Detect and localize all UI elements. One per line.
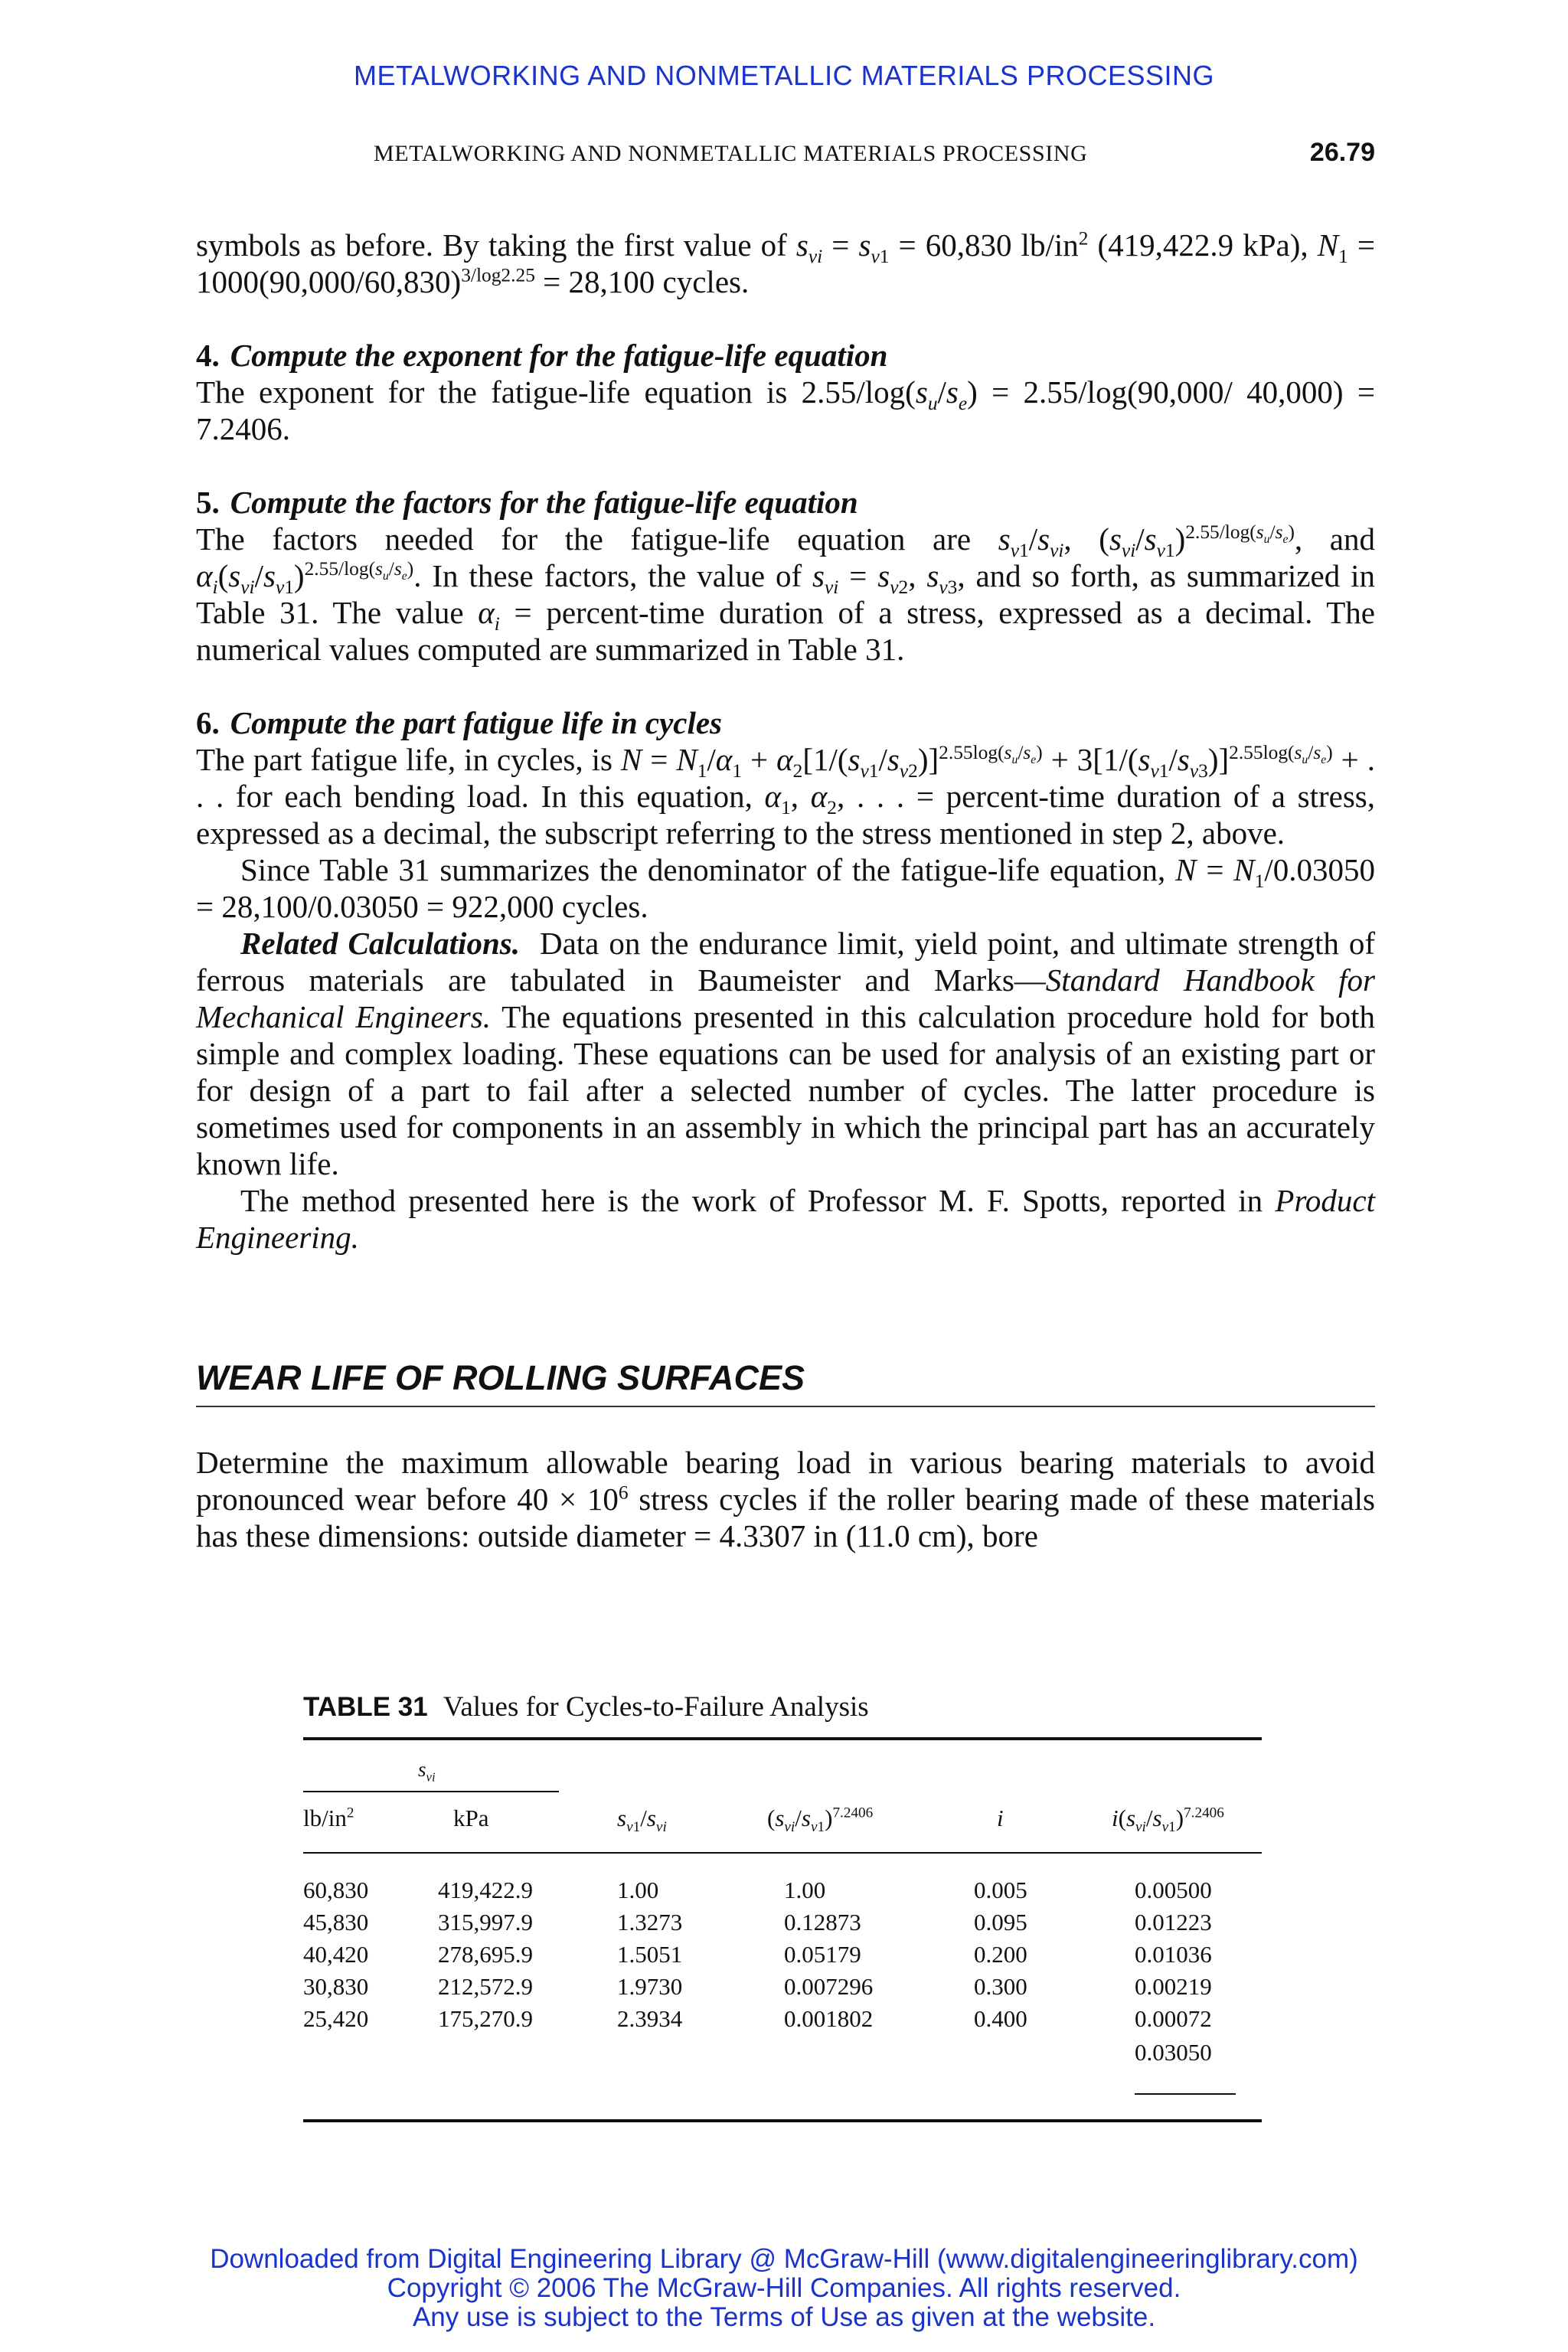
table-cell: 60,830 xyxy=(303,1877,369,1903)
step-5-paragraph: The factors needed for the fatigue-life equation are $s_{v1}/s_{vi}$, $(s_{vi}/s_{v1})^{2.55/log(s_u/s_e)}$, and $\alpha_i(s_{vi}/s_{v1})^{2.55/log(s_u/s_e)}$. In these factors, the value of $s_{vi} = s_{v2}$, $s_{v3}$, and so forth, as summarized in Table 31. The value $\alpha_i$ = percent-time duration of a stress, expressed as a decimal. The numerical values computed are summarized in Table 31. xyxy=(196,521,1376,667)
total-rule xyxy=(1135,2093,1236,2095)
table-31 xyxy=(303,1690,1262,2122)
top-banner-title: METALWORKING AND NONMETALLIC MATERIALS PROCESSING xyxy=(354,60,1214,91)
running-header xyxy=(196,138,1375,175)
step-5-title: Compute the factors for the fatigue-life equation xyxy=(230,485,858,520)
step-5-heading xyxy=(196,484,1375,521)
table-total: 0.03050 xyxy=(1135,2039,1212,2066)
table-caption-text: Values for Cycles-to-Failure Analysis xyxy=(443,1691,869,1723)
step-4-number: 4. xyxy=(196,338,220,373)
footer-copyright: Copyright © 2006 The McGraw-Hill Companies. All rights reserved. xyxy=(387,2273,1181,2303)
related-calculations-label: Related Calculations. xyxy=(240,926,520,961)
table-bottom-rule xyxy=(303,2119,1262,2122)
table-number: TABLE 31 xyxy=(303,1692,428,1722)
table-cell: 419,422.9 xyxy=(438,1877,533,1903)
col-header-weighted: $i(s_{vi}/s_{v1})^{7.2406}$ xyxy=(1112,1805,1224,1836)
step-6-number: 6. xyxy=(196,705,220,740)
col-header-ratio: $s_{v1}/s_{vi}$ xyxy=(617,1805,667,1836)
table-cell: 30,830 xyxy=(303,1973,369,2000)
paragraph-since: Since Table 31 summarizes the denominator of the fatigue-life equation, $N = N_1/0.03050 = 28,100/0.03050 = 922,000$ cycles. xyxy=(196,852,1376,924)
table-cell: 0.007296 xyxy=(784,1973,874,2000)
col-header-i: i xyxy=(997,1805,1004,1831)
table-cell: 2.3934 xyxy=(617,2005,683,2032)
table-cell: 1.3273 xyxy=(617,1909,683,1936)
table-cell: 1.9730 xyxy=(617,1973,683,2000)
table-cell: 0.00072 xyxy=(1135,2005,1212,2032)
table-cell: 0.05179 xyxy=(784,1941,861,1968)
table-cell: 278,695.9 xyxy=(438,1941,533,1968)
table-cell: 175,270.9 xyxy=(438,2005,533,2032)
table-cell: 0.00219 xyxy=(1135,1973,1212,2000)
step-6-title: Compute the part fatigue life in cycles xyxy=(230,705,723,740)
paragraph-related: Related Calculations. Data on the endurance limit, yield point, and ultimate strength of ferrous materials are tabulated in Baumeister and Marks—Standard Handbook for Mechanical Engineers. The equations presented in this calculation procedure hold for both simple and complex loading. These equations can be used for analysis of an existing part or for design of a part to fail after a selected number of cycles. The latter procedure is sometimes used for components in an assembly in which the principal part has an accurately known life. xyxy=(196,926,1376,1181)
table-cell: 0.200 xyxy=(974,1941,1027,1968)
step-4-heading xyxy=(196,337,1375,374)
table-cell: 25,420 xyxy=(303,2005,369,2032)
paragraph-method: The method presented here is the work of Professor M. F. Spotts, reported in Product Engineering. xyxy=(196,1183,1375,1255)
paragraph-continuation: symbols as before. By taking the first value of $s_{vi} = s_{v1} = 60,830$ $lb/in^2$ (419,422.9 kPa), $N_1 = 1000(90,000/60,830)^{3/log2.25} = 28,100$ cycles. xyxy=(196,227,1375,299)
header-rule xyxy=(303,1852,1262,1854)
table-cell: 1.5051 xyxy=(617,1941,683,1968)
span-header-rule xyxy=(303,1791,559,1792)
step-4-title: Compute the exponent for the fatigue-life equation xyxy=(230,338,888,373)
page-number: 26.79 xyxy=(1309,138,1375,167)
footer xyxy=(0,2245,1568,2332)
paragraph-wear-life: Determine the maximum allowable bearing load in various bearing materials to avoid pronounced wear before $40 \times 10^6$ stress cycles if the roller bearing made of these materials has these dimensions: outside diameter = 4.3307 in (11.0 cm), bore xyxy=(196,1445,1376,1553)
table-cell: 1.00 xyxy=(617,1877,659,1903)
footer-terms: Any use is subject to the Terms of Use as given at the website. xyxy=(412,2302,1156,2332)
step-6-paragraph: The part fatigue life, in cycles, is $N = N_1/\alpha_1 + \alpha_2[1/(s_{v1}/s_{v2})]^{2.55log(s_u/s_e)} + 3[1/(s_{v1}/s_{v3})]^{2.55log(s_u/s_e)}$ + . . . for each bending load. In this equation, $\alpha_1$, $\alpha_2$, . . . = percent-time duration of a stress, expressed as a decimal, the subscript referring to the stress mentioned in step 2, above. xyxy=(196,742,1376,851)
table-caption xyxy=(303,1690,1262,1723)
col-header-ratio-pow: $(s_{vi}/s_{v1})^{7.2406}$ xyxy=(767,1805,874,1836)
table-cell: 212,572.9 xyxy=(438,1973,533,2000)
body-text xyxy=(196,227,1375,1554)
section-title: WEAR LIFE OF ROLLING SURFACES xyxy=(196,1357,1375,1407)
table-cell: 45,830 xyxy=(303,1909,369,1936)
col-header-lb: $lb/in^2$ xyxy=(303,1805,354,1831)
table-cell: 0.01223 xyxy=(1135,1909,1212,1936)
footer-download-link[interactable]: Downloaded from Digital Engineering Library @ McGraw-Hill (www.digitalengineeringlibrary.com) xyxy=(210,2244,1358,2274)
table-cell: 40,420 xyxy=(303,1941,369,1968)
running-header-title: METALWORKING AND NONMETALLIC MATERIALS PROCESSING xyxy=(374,141,1088,166)
step-4-paragraph: The exponent for the fatigue-life equation is $2.55/\log(s_u/s_e) = 2.55/\log(90,000/$ 40,000) = 7.2406. xyxy=(196,374,1375,446)
table-cell: 0.095 xyxy=(974,1909,1027,1936)
table-cell: 0.400 xyxy=(974,2005,1027,2032)
table-cell: 0.005 xyxy=(974,1877,1027,1903)
table-cell: 315,997.9 xyxy=(438,1909,533,1936)
table-body xyxy=(303,1740,1262,2119)
col-header-kpa: kPa xyxy=(453,1805,489,1831)
table-cell: 0.300 xyxy=(974,1973,1027,2000)
table-cell: 0.12873 xyxy=(784,1909,861,1936)
step-5-number: 5. xyxy=(196,485,220,520)
step-6-heading xyxy=(196,704,1375,741)
table-cell: 0.001802 xyxy=(784,2005,874,2032)
table-cell: 0.01036 xyxy=(1135,1941,1212,1968)
table-cell: 1.00 xyxy=(784,1877,826,1903)
table-cell: 0.00500 xyxy=(1135,1877,1212,1903)
span-header-svi: $s_{vi}$ xyxy=(418,1758,436,1785)
